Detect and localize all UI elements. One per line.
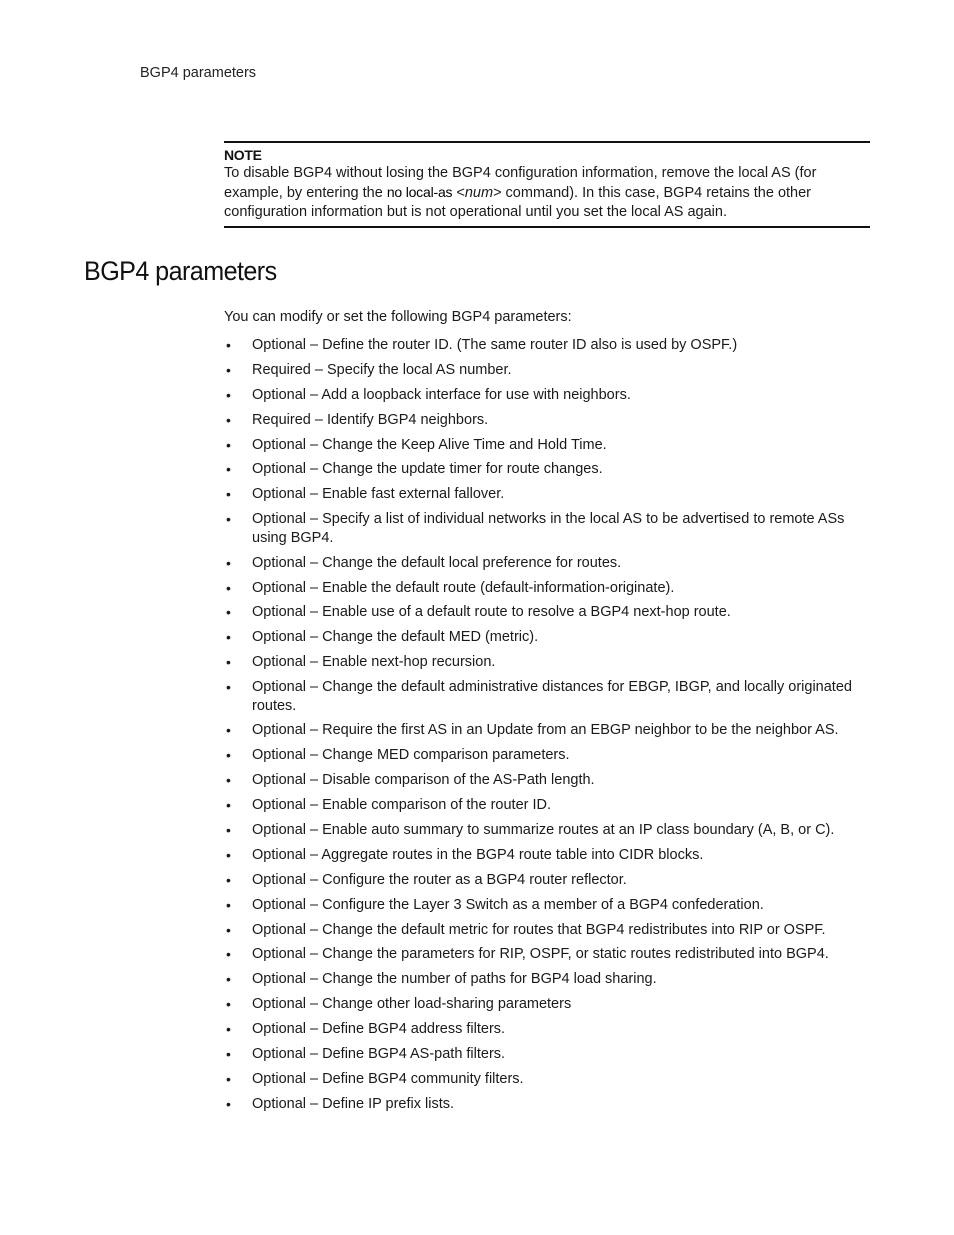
section-title: BGP4 parameters (84, 256, 277, 286)
list-item-text: Optional – Define BGP4 address filters. (252, 1021, 506, 1038)
list-item-text: Optional – Enable auto summary to summarize routes at an IP class boundary (A, B, or C). (252, 822, 835, 839)
note-arg: num (464, 185, 494, 201)
list-item-text: Optional – Enable comparison of the router ID. (252, 797, 552, 814)
list-item-text: Optional – Change MED comparison parameters. (252, 747, 570, 764)
list-item-text: Optional – Enable use of a default route to resolve a BGP4 next-hop route. (252, 604, 731, 621)
list-item (224, 771, 870, 790)
note-command: no local-as (386, 184, 453, 200)
bullet-icon: • (226, 461, 231, 478)
list-item (224, 386, 870, 405)
list-item-text: Optional – Define BGP4 community filters. (252, 1070, 524, 1087)
list-item-text: Optional – Enable the default route (default-information-originate). (252, 579, 675, 596)
list-item (224, 436, 870, 455)
list-item (224, 970, 870, 989)
bullet-icon: • (226, 996, 231, 1013)
bullet-icon: • (226, 921, 231, 938)
running-header: BGP4 parameters (140, 65, 257, 81)
note-arg-close: > (493, 185, 502, 201)
bullet-icon: • (226, 554, 231, 571)
bullet-icon: • (226, 1095, 231, 1112)
list-item-text: Optional – Configure the router as a BGP4 router reflector. (252, 871, 627, 888)
parameter-list (224, 336, 870, 1120)
list-item-text: Optional – Change the default administrative distances for EBGP, IBGP, and locally originated routes. (252, 679, 852, 714)
list-item-text: Optional – Disable comparison of the AS-Path length. (252, 772, 595, 789)
list-item (224, 628, 870, 647)
list-item (224, 846, 870, 865)
bullet-icon: • (226, 946, 231, 963)
bullet-icon: • (226, 747, 231, 764)
list-item-text: Optional – Specify a list of individual networks in the local AS to be advertised to remote ASs using BGP4. (252, 511, 845, 546)
list-item-text: Optional – Aggregate routes in the BGP4 route table into CIDR blocks. (252, 846, 704, 863)
note-text (224, 164, 870, 222)
section-intro: You can modify or set the following BGP4 parameters: (224, 309, 572, 325)
list-item (224, 721, 870, 740)
note-box (224, 141, 870, 228)
bullet-icon: • (226, 822, 231, 839)
note-text-before: To disable BGP4 without losing the BGP4 configuration information, remove the local AS (for example, by entering the (224, 165, 817, 201)
list-item-text: Optional – Change the parameters for RIP, OSPF, or static routes redistributed into BGP4. (252, 946, 829, 963)
list-item (224, 485, 870, 504)
bullet-icon: • (226, 1021, 231, 1038)
bullet-icon: • (226, 722, 231, 739)
list-item-text: Optional – Define the router ID. (The same router ID also is used by OSPF.) (252, 337, 738, 353)
list-item-text: Optional – Change the default MED (metric). (252, 629, 539, 646)
bullet-icon: • (226, 654, 231, 671)
list-item (224, 1070, 870, 1089)
list-item-text: Optional – Enable next-hop recursion. (252, 654, 496, 671)
list-item (224, 510, 870, 547)
bullet-icon: • (226, 386, 231, 403)
bullet-icon: • (226, 772, 231, 789)
list-item (224, 1045, 870, 1064)
list-item-text: Optional – Change the Keep Alive Time and Hold Time. (252, 436, 607, 453)
list-item (224, 678, 870, 715)
list-item-text: Optional – Change the number of paths for BGP4 load sharing. (252, 971, 657, 988)
list-item (224, 945, 870, 964)
list-item (224, 871, 870, 890)
list-item-text: Optional – Change the default metric for routes that BGP4 redistributes into RIP or OSPF. (252, 921, 826, 938)
bullet-icon: • (226, 871, 231, 888)
bullet-icon: • (226, 411, 231, 428)
list-item-text: Optional – Change the default local preference for routes. (252, 554, 622, 571)
list-item-text: Optional – Require the first AS in an Update from an EBGP neighbor to be the neighbor AS. (252, 722, 839, 739)
list-item (224, 995, 870, 1014)
list-item (224, 411, 870, 430)
bullet-icon: • (226, 337, 231, 353)
list-item-text: Optional – Change other load-sharing parameters (252, 996, 572, 1013)
bullet-icon: • (226, 486, 231, 503)
list-item (224, 821, 870, 840)
list-item-text: Optional – Define IP prefix lists. (252, 1095, 455, 1112)
list-item (224, 896, 870, 915)
list-item-text: Optional – Add a loopback interface for use with neighbors. (252, 386, 631, 403)
list-item (224, 1020, 870, 1039)
list-item (224, 796, 870, 815)
bullet-icon: • (226, 1046, 231, 1063)
list-item (224, 554, 870, 573)
list-item (224, 653, 870, 672)
bullet-icon: • (226, 797, 231, 814)
list-item (224, 361, 870, 380)
list-item (224, 603, 870, 622)
note-text-after: command). In this case, BGP4 retains the other configuration information but is not operational until you set the local AS again. (224, 185, 812, 220)
list-item (224, 746, 870, 765)
list-item-text: Optional – Change the update timer for route changes. (252, 461, 603, 478)
bullet-icon: • (226, 679, 231, 696)
list-item (224, 460, 870, 479)
bullet-icon: • (226, 846, 231, 863)
list-item-text: Optional – Enable fast external fallover. (252, 486, 505, 503)
list-item (224, 1095, 870, 1114)
list-item-text: Required – Specify the local AS number. (252, 361, 512, 378)
list-item-text: Optional – Configure the Layer 3 Switch as a member of a BGP4 confederation. (252, 896, 764, 913)
list-item (224, 336, 870, 355)
list-item (224, 921, 870, 940)
note-label: NOTE (224, 147, 262, 163)
list-item-text: Required – Identify BGP4 neighbors. (252, 411, 489, 428)
bullet-icon: • (226, 1070, 231, 1087)
list-item-text: Optional – Define BGP4 AS-path filters. (252, 1046, 506, 1063)
bullet-icon: • (226, 629, 231, 646)
bullet-icon: • (226, 436, 231, 453)
note-arg-open: < (452, 185, 465, 201)
bullet-icon: • (226, 896, 231, 913)
bullet-icon: • (226, 361, 231, 378)
list-item (224, 579, 870, 598)
bullet-icon: • (226, 511, 231, 528)
bullet-icon: • (226, 604, 231, 621)
bullet-icon: • (226, 579, 231, 596)
bullet-icon: • (226, 971, 231, 988)
